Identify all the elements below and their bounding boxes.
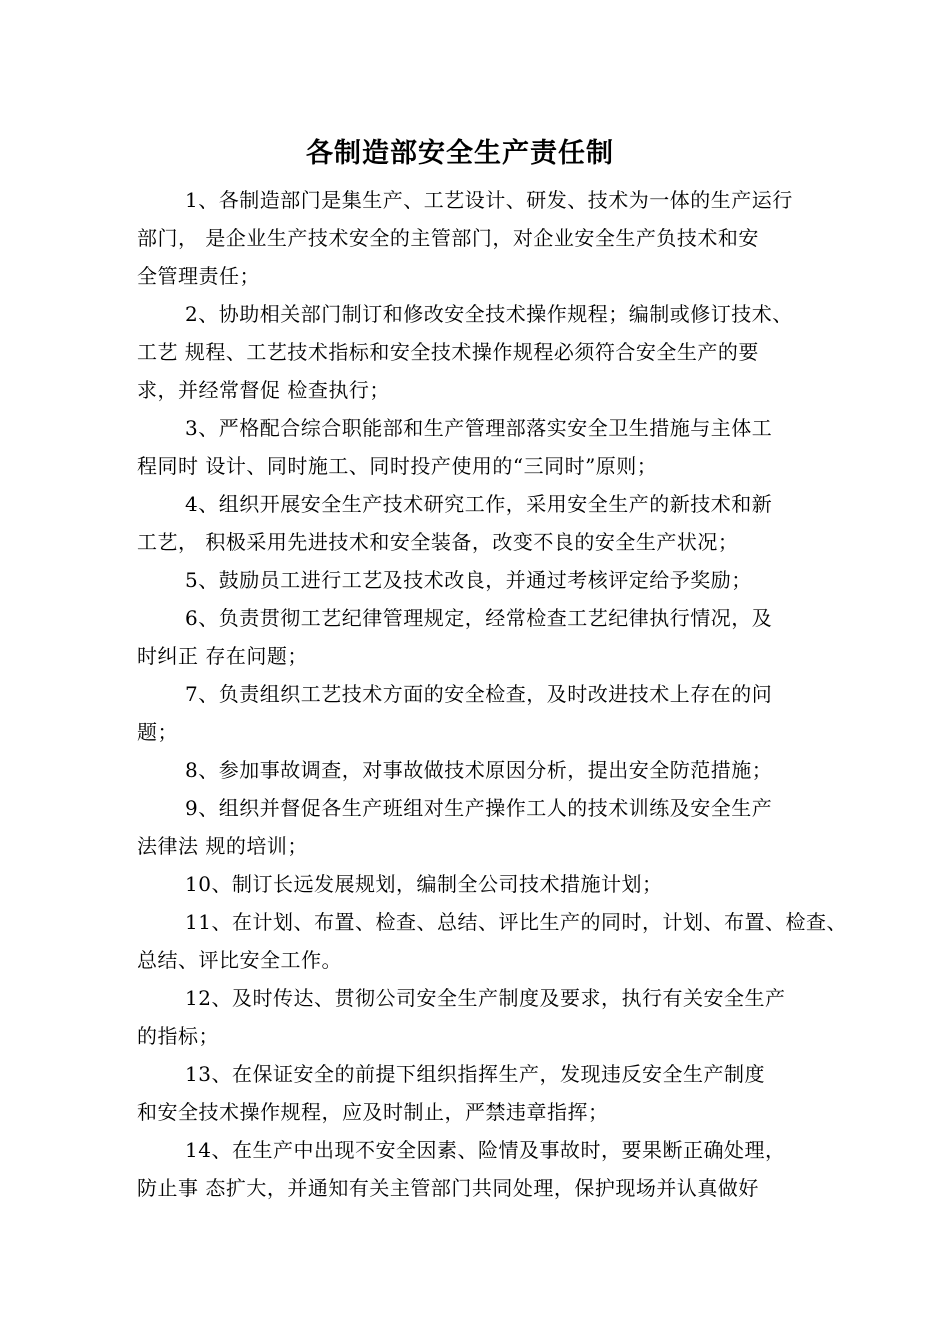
- text-line: 6、负责贯彻工艺纪律管理规定，经常检查工艺纪律执行情况，及: [185, 606, 773, 630]
- text-line: 8、参加事故调查，对事故做技术原因分析，提出安全防范措施；: [185, 758, 773, 782]
- text-line: 1、各制造部门是集生产、工艺设计、研发、技术为一体的生产运行: [185, 188, 793, 212]
- text-line: 法律法 规的培训；: [137, 834, 308, 858]
- text-line: 12、及时传达、贯彻公司安全生产制度及要求，执行有关安全生产: [185, 986, 786, 1010]
- text-line: 求，并经常督促 检查执行；: [137, 378, 390, 402]
- document-title: 各制造部安全生产责任制: [306, 138, 614, 169]
- text-line: 和安全技术操作规程，应及时制止，严禁违章指挥；: [137, 1100, 609, 1124]
- text-line: 题；: [137, 720, 178, 744]
- text-line: 5、鼓励员工进行工艺及技术改良，并通过考核评定给予奖励；: [185, 568, 752, 592]
- text-line: 总结、评比安全工作。: [137, 948, 342, 972]
- text-line: 的指标；: [137, 1024, 219, 1048]
- text-line: 13、在保证安全的前提下组织指挥生产，发现违反安全生产制度: [185, 1062, 765, 1086]
- text-line: 7、负责组织工艺技术方面的安全检查，及时改进技术上存在的问: [185, 682, 773, 706]
- text-line: 10、制订长远发展规划，编制全公司技术措施计划；: [185, 872, 663, 896]
- text-line: 9、组织并督促各生产班组对生产操作工人的技术训练及安全生产: [185, 796, 773, 820]
- text-line: 4、组织开展安全生产技术研究工作，采用安全生产的新技术和新: [185, 492, 773, 516]
- text-line: 防止事 态扩大，并通知有关主管部门共同处理，保护现场并认真做好: [137, 1176, 759, 1200]
- text-line: 工艺 规程、工艺技术指标和安全技术操作规程必须符合安全生产的要: [137, 340, 759, 364]
- text-line: 全管理责任；: [137, 264, 260, 288]
- text-line: 3、严格配合综合职能部和生产管理部落实安全卫生措施与主体工: [185, 416, 773, 440]
- text-line: 14、在生产中出现不安全因素、险情及事故时，要果断正确处理，: [185, 1138, 786, 1162]
- text-line: 2、协助相关部门制订和修改安全技术操作规程；编制或修订技术、: [185, 302, 793, 326]
- text-line: 时纠正 存在问题；: [137, 644, 308, 668]
- text-line: 11、在计划、布置、检查、总结、评比生产的同时，计划、布置、检查、: [185, 910, 847, 934]
- text-line: 部门， 是企业生产技术安全的主管部门，对企业安全生产负技术和安: [137, 226, 759, 250]
- text-line: 程同时 设计、同时施工、同时投产使用的“三同时”原则；: [137, 454, 658, 478]
- text-line: 工艺， 积极采用先进技术和安全装备，改变不良的安全生产状况；: [137, 530, 739, 554]
